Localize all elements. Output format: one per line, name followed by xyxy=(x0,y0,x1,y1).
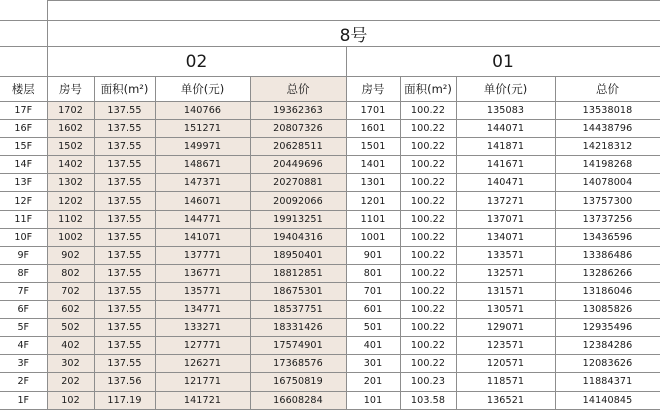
unit-02-unit-price-cell: 134771 xyxy=(155,301,250,319)
floor-cell: 4F xyxy=(0,337,47,355)
column-header-row xyxy=(0,77,660,102)
unit-02-area-cell: 117.19 xyxy=(94,391,155,409)
unit-01-total-price-cell: 12935496 xyxy=(555,319,660,337)
unit-02-total-price-cell: 20449696 xyxy=(250,156,346,174)
floor-cell: 13F xyxy=(0,174,47,192)
blank-cell xyxy=(0,21,47,47)
unit-01-area-cell: 103.58 xyxy=(400,391,456,409)
unit-02-unit-price-cell: 133271 xyxy=(155,319,250,337)
unit-02-total-price-cell: 18675301 xyxy=(250,282,346,300)
unit-02-area-cell: 137.55 xyxy=(94,246,155,264)
unit-02-total-price-cell: 20628511 xyxy=(250,138,346,156)
unit-01-total-price-cell: 14198268 xyxy=(555,156,660,174)
unit-02-area-cell: 137.55 xyxy=(94,264,155,282)
building-title: 8号 xyxy=(47,21,660,47)
floor-cell: 15F xyxy=(0,138,47,156)
floor-cell: 9F xyxy=(0,246,47,264)
floor-cell: 6F xyxy=(0,301,47,319)
unit-02-room-cell: 1702 xyxy=(47,102,94,120)
area-header: 面积(m²) xyxy=(94,77,155,102)
unit-02-unit-price-cell: 135771 xyxy=(155,282,250,300)
floor-cell: 8F xyxy=(0,264,47,282)
table-row xyxy=(0,373,660,391)
unit-02-unit-price-cell: 144771 xyxy=(155,210,250,228)
floor-cell: 10F xyxy=(0,228,47,246)
table-row xyxy=(0,246,660,264)
building-row xyxy=(0,21,660,47)
room-header: 房号 xyxy=(346,77,400,102)
table-row xyxy=(0,228,660,246)
unit-01-unit-price-cell: 123571 xyxy=(456,337,555,355)
unit-02-header: 02 xyxy=(47,47,346,77)
unit-01-room-cell: 501 xyxy=(346,319,400,337)
unit-01-unit-price-cell: 137271 xyxy=(456,192,555,210)
unit-01-area-cell: 100.22 xyxy=(400,319,456,337)
unit-02-unit-price-cell: 147371 xyxy=(155,174,250,192)
unit-02-area-cell: 137.55 xyxy=(94,228,155,246)
floor-cell: 16F xyxy=(0,120,47,138)
unit-01-area-cell: 100.22 xyxy=(400,246,456,264)
unit-01-unit-price-cell: 144071 xyxy=(456,120,555,138)
unit-02-total-price-cell: 17368576 xyxy=(250,355,346,373)
table-row xyxy=(0,301,660,319)
table-row xyxy=(0,102,660,120)
unit-01-total-price-cell: 13286266 xyxy=(555,264,660,282)
table-row xyxy=(0,319,660,337)
unit-01-total-price-cell: 13538018 xyxy=(555,102,660,120)
floor-cell: 3F xyxy=(0,355,47,373)
unit-02-area-cell: 137.55 xyxy=(94,319,155,337)
floor-cell: 7F xyxy=(0,282,47,300)
unit-02-total-price-cell: 16750819 xyxy=(250,373,346,391)
unit-01-area-cell: 100.22 xyxy=(400,228,456,246)
unit-01-room-cell: 301 xyxy=(346,355,400,373)
unit-02-area-cell: 137.55 xyxy=(94,301,155,319)
unit-01-total-price-cell: 13436596 xyxy=(555,228,660,246)
room-header: 房号 xyxy=(47,77,94,102)
unit-01-area-cell: 100.22 xyxy=(400,156,456,174)
unit-01-header: 01 xyxy=(346,47,660,77)
unit-02-unit-price-cell: 141721 xyxy=(155,391,250,409)
table-row xyxy=(0,156,660,174)
unit-01-room-cell: 701 xyxy=(346,282,400,300)
unit-01-total-price-cell: 13737256 xyxy=(555,210,660,228)
unit-02-total-price-cell: 19404316 xyxy=(250,228,346,246)
unit-01-unit-price-cell: 130571 xyxy=(456,301,555,319)
table-row xyxy=(0,337,660,355)
unit-01-unit-price-cell: 131571 xyxy=(456,282,555,300)
unit-01-room-cell: 1001 xyxy=(346,228,400,246)
unit-01-area-cell: 100.22 xyxy=(400,210,456,228)
unit-price-header: 单价(元) xyxy=(155,77,250,102)
table-row xyxy=(0,120,660,138)
unit-01-area-cell: 100.22 xyxy=(400,192,456,210)
unit-02-total-price-cell: 17574901 xyxy=(250,337,346,355)
table-row xyxy=(0,282,660,300)
unit-02-room-cell: 202 xyxy=(47,373,94,391)
unit-02-area-cell: 137.55 xyxy=(94,210,155,228)
total-price-header: 总价 xyxy=(555,77,660,102)
blank-cell xyxy=(0,47,47,77)
unit-02-area-cell: 137.55 xyxy=(94,102,155,120)
unit-02-room-cell: 102 xyxy=(47,391,94,409)
unit-02-area-cell: 137.55 xyxy=(94,138,155,156)
table-row xyxy=(0,210,660,228)
table-row xyxy=(0,138,660,156)
unit-01-total-price-cell: 13757300 xyxy=(555,192,660,210)
unit-02-room-cell: 602 xyxy=(47,301,94,319)
unit-02-room-cell: 1002 xyxy=(47,228,94,246)
unit-01-area-cell: 100.22 xyxy=(400,174,456,192)
floor-cell: 14F xyxy=(0,156,47,174)
unit-01-area-cell: 100.22 xyxy=(400,355,456,373)
unit-01-unit-price-cell: 135083 xyxy=(456,102,555,120)
unit-01-room-cell: 401 xyxy=(346,337,400,355)
unit-02-room-cell: 1402 xyxy=(47,156,94,174)
unit-02-room-cell: 402 xyxy=(47,337,94,355)
unit-01-area-cell: 100.22 xyxy=(400,282,456,300)
floor-cell: 17F xyxy=(0,102,47,120)
unit-02-total-price-cell: 18950401 xyxy=(250,246,346,264)
unit-01-area-cell: 100.22 xyxy=(400,102,456,120)
unit-02-total-price-cell: 18537751 xyxy=(250,301,346,319)
unit-01-area-cell: 100.22 xyxy=(400,264,456,282)
unit-01-unit-price-cell: 140471 xyxy=(456,174,555,192)
unit-02-room-cell: 1202 xyxy=(47,192,94,210)
unit-02-total-price-cell: 20807326 xyxy=(250,120,346,138)
unit-01-total-price-cell: 12083626 xyxy=(555,355,660,373)
table-row xyxy=(0,264,660,282)
unit-01-unit-price-cell: 132571 xyxy=(456,264,555,282)
unit-01-room-cell: 901 xyxy=(346,246,400,264)
unit-02-unit-price-cell: 149971 xyxy=(155,138,250,156)
unit-02-unit-price-cell: 140766 xyxy=(155,102,250,120)
unit-02-room-cell: 1302 xyxy=(47,174,94,192)
unit-02-room-cell: 502 xyxy=(47,319,94,337)
unit-01-total-price-cell: 14218312 xyxy=(555,138,660,156)
unit-01-unit-price-cell: 120571 xyxy=(456,355,555,373)
unit-01-area-cell: 100.22 xyxy=(400,337,456,355)
unit-01-unit-price-cell: 141871 xyxy=(456,138,555,156)
unit-01-total-price-cell: 14140845 xyxy=(555,391,660,409)
table-row xyxy=(0,391,660,409)
unit-01-unit-price-cell: 136521 xyxy=(456,391,555,409)
table-row xyxy=(0,355,660,373)
unit-row xyxy=(0,47,660,77)
unit-01-total-price-cell: 13186046 xyxy=(555,282,660,300)
unit-02-total-price-cell: 16608284 xyxy=(250,391,346,409)
unit-01-room-cell: 101 xyxy=(346,391,400,409)
unit-01-room-cell: 1301 xyxy=(346,174,400,192)
unit-02-room-cell: 1502 xyxy=(47,138,94,156)
unit-02-room-cell: 802 xyxy=(47,264,94,282)
unit-01-unit-price-cell: 137071 xyxy=(456,210,555,228)
unit-02-unit-price-cell: 121771 xyxy=(155,373,250,391)
unit-02-unit-price-cell: 148671 xyxy=(155,156,250,174)
unit-01-room-cell: 601 xyxy=(346,301,400,319)
unit-02-unit-price-cell: 146071 xyxy=(155,192,250,210)
floor-cell: 2F xyxy=(0,373,47,391)
unit-01-room-cell: 1601 xyxy=(346,120,400,138)
floor-cell: 12F xyxy=(0,192,47,210)
unit-01-total-price-cell: 14078004 xyxy=(555,174,660,192)
unit-02-unit-price-cell: 137771 xyxy=(155,246,250,264)
unit-02-total-price-cell: 18331426 xyxy=(250,319,346,337)
unit-02-room-cell: 702 xyxy=(47,282,94,300)
unit-01-room-cell: 1101 xyxy=(346,210,400,228)
unit-01-unit-price-cell: 133571 xyxy=(456,246,555,264)
spacer-row xyxy=(0,1,660,21)
unit-01-room-cell: 801 xyxy=(346,264,400,282)
unit-01-area-cell: 100.23 xyxy=(400,373,456,391)
unit-01-area-cell: 100.22 xyxy=(400,120,456,138)
unit-01-room-cell: 1701 xyxy=(346,102,400,120)
unit-01-unit-price-cell: 134071 xyxy=(456,228,555,246)
floor-cell: 1F xyxy=(0,391,47,409)
floor-cell: 11F xyxy=(0,210,47,228)
unit-02-total-price-cell: 20092066 xyxy=(250,192,346,210)
unit-02-room-cell: 1102 xyxy=(47,210,94,228)
total-price-header: 总价 xyxy=(250,77,346,102)
floor-header: 楼层 xyxy=(0,77,47,102)
unit-price-header: 单价(元) xyxy=(456,77,555,102)
unit-01-total-price-cell: 14438796 xyxy=(555,120,660,138)
unit-01-unit-price-cell: 141671 xyxy=(456,156,555,174)
unit-02-room-cell: 902 xyxy=(47,246,94,264)
unit-02-total-price-cell: 19913251 xyxy=(250,210,346,228)
unit-01-total-price-cell: 13085826 xyxy=(555,301,660,319)
unit-02-area-cell: 137.55 xyxy=(94,355,155,373)
unit-01-total-price-cell: 13386486 xyxy=(555,246,660,264)
unit-01-area-cell: 100.22 xyxy=(400,138,456,156)
unit-01-unit-price-cell: 118571 xyxy=(456,373,555,391)
floor-cell: 5F xyxy=(0,319,47,337)
unit-01-area-cell: 100.22 xyxy=(400,301,456,319)
unit-02-unit-price-cell: 151271 xyxy=(155,120,250,138)
unit-02-area-cell: 137.55 xyxy=(94,282,155,300)
unit-02-unit-price-cell: 126271 xyxy=(155,355,250,373)
unit-01-unit-price-cell: 129071 xyxy=(456,319,555,337)
unit-01-room-cell: 1401 xyxy=(346,156,400,174)
table-body xyxy=(0,102,660,410)
unit-02-total-price-cell: 19362363 xyxy=(250,102,346,120)
area-header: 面积(m²) xyxy=(400,77,456,102)
unit-01-total-price-cell: 11884371 xyxy=(555,373,660,391)
table-row xyxy=(0,174,660,192)
unit-02-total-price-cell: 18812851 xyxy=(250,264,346,282)
blank-cell xyxy=(47,1,660,21)
blank-cell xyxy=(0,1,47,21)
unit-02-unit-price-cell: 127771 xyxy=(155,337,250,355)
unit-02-area-cell: 137.55 xyxy=(94,174,155,192)
table-row xyxy=(0,192,660,210)
unit-02-area-cell: 137.55 xyxy=(94,192,155,210)
unit-02-unit-price-cell: 141071 xyxy=(155,228,250,246)
unit-02-unit-price-cell: 136771 xyxy=(155,264,250,282)
unit-01-room-cell: 1501 xyxy=(346,138,400,156)
unit-01-room-cell: 201 xyxy=(346,373,400,391)
unit-02-room-cell: 1602 xyxy=(47,120,94,138)
unit-02-area-cell: 137.55 xyxy=(94,156,155,174)
unit-02-area-cell: 137.55 xyxy=(94,120,155,138)
unit-02-total-price-cell: 20270881 xyxy=(250,174,346,192)
unit-01-total-price-cell: 12384286 xyxy=(555,337,660,355)
unit-02-area-cell: 137.55 xyxy=(94,337,155,355)
unit-02-room-cell: 302 xyxy=(47,355,94,373)
unit-01-room-cell: 1201 xyxy=(346,192,400,210)
unit-02-area-cell: 137.56 xyxy=(94,373,155,391)
